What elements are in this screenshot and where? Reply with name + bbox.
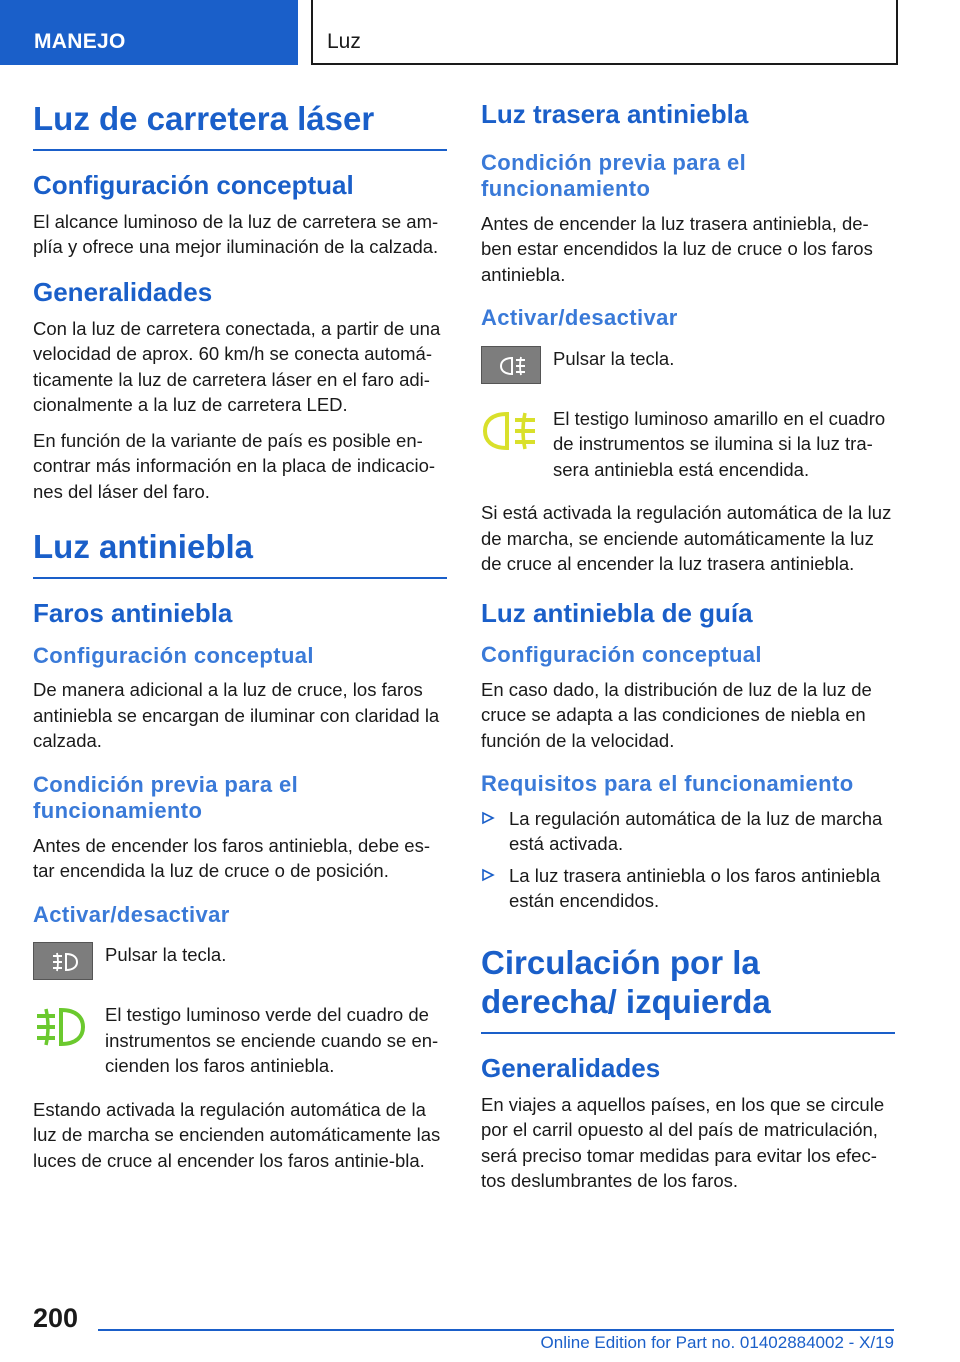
paragraph-general: En viajes a aquellos países, en los que se circule por el carril opuesto al del país de matriculación, será preciso tomar medidas para evitar los efec-tos deslumbrantes de los faros. [481,1093,885,1191]
bullet-triangle-icon [481,810,495,826]
requirements-list [481,806,895,914]
heading-general: Generalidades [33,276,213,307]
subheading-toggle: Activar/desactivar [33,901,230,927]
rear-fog-button-icon [481,346,541,384]
chapter-header [311,0,898,65]
bullet-triangle-icon [481,867,495,883]
heading-laser-high-beam: Luz de carretera láser [33,100,447,151]
paragraph-indicator: El testigo luminoso verde del cuadro de instrumentos se enciende cuando se en-cienden los faros antiniebla. [105,1004,439,1077]
chapter-label: Luz [327,30,361,53]
page-number: 200 [33,1303,79,1333]
heading-fog-lights: Luz antiniebla [33,528,447,579]
paragraph-precondition: Antes de encender los faros antiniebla, debe es-tar encendida la luz de cruce o de posición. [33,834,430,882]
list-item: La luz trasera antiniebla o los faros antiniebla están encendidos. [481,863,895,914]
rear-fog-indicator-row [481,406,895,483]
heading-traffic-side: Circulación por la derecha/ izquierda [481,944,895,1034]
heading-rear-fog: Luz trasera antiniebla [481,99,749,129]
subheading-concept: Configuración conceptual [481,642,762,668]
front-fog-button-icon [33,942,93,980]
paragraph-general-1: Con la luz de carretera conectada, a partir de una velocidad de aprox. 60 km/h se conecta automá-ticamente la luz de carretera láser en el faro adi-cionalmente a la luz de carretera LED. [33,317,441,416]
heading-concept: Configuración conceptual [33,169,354,200]
heading-general: Generalidades [481,1052,661,1083]
paragraph-auto: Si está activada la regulación automática de la luz de marcha, se enciende automáticamente la luz de cruce al encender la luz trasera antiniebla. [481,502,892,575]
subheading-precondition: Condición previa para el funcionamiento [481,149,747,202]
subheading-concept: Configuración conceptual [33,643,314,669]
heading-guide-fog: Luz antiniebla de guía [481,597,753,628]
paragraph-front-concept: De manera adicional a la luz de cruce, los faros antiniebla se encargan de iluminar con claridad la calzada. [33,679,440,752]
paragraph-press-key: Pulsar la tecla. [105,944,227,966]
rear-fog-indicator-icon [481,406,541,456]
front-fog-indicator-icon [33,1002,93,1052]
subheading-toggle: Activar/desactivar [481,305,678,331]
list-item: La regulación automática de la luz de marcha está activada. [481,806,895,857]
edition-footer: Online Edition for Part no. 01402884002 - X/19 [540,1333,894,1352]
paragraph-press-key: Pulsar la tecla. [553,347,675,369]
section-label: MANEJO [34,30,126,53]
rear-fog-key-row [481,346,895,384]
left-column [33,100,447,1183]
paragraph-precondition: Antes de encender la luz trasera antiniebla, de-ben estar encendidos la luz de cruce o los faros antiniebla. [481,212,873,285]
paragraph-general-2: En función de la variante de país es posible en-contrar más información en la placa de indicacio-nes del láser del faro. [33,429,436,502]
heading-front-fog: Faros antiniebla [33,598,233,629]
paragraph-concept: En caso dado, la distribución de luz de la luz de cruce se adapta a las condiciones de niebla en función de la velocidad. [481,678,872,751]
subheading-precondition: Condición previa para el funcionamiento [33,771,299,824]
paragraph-concept: El alcance luminoso de la luz de carretera se am-plía y ofrece una mejor iluminación de la calzada. [33,210,439,258]
right-column [481,100,895,1204]
front-fog-key-row [33,942,447,980]
front-fog-indicator-row [33,1002,447,1079]
paragraph-indicator: El testigo luminoso amarillo en el cuadro de instrumentos se ilumina si la luz tra-sera antiniebla está encendida. [553,407,886,480]
section-tab [0,0,298,65]
footer-divider [98,1329,894,1331]
subheading-requirements: Requisitos para el funcionamiento [481,771,854,797]
paragraph-auto: Estando activada la regulación automática de la luz de marcha se encienden automáticamente las luces de cruce al encender los faros antinie-bla. [33,1098,441,1171]
